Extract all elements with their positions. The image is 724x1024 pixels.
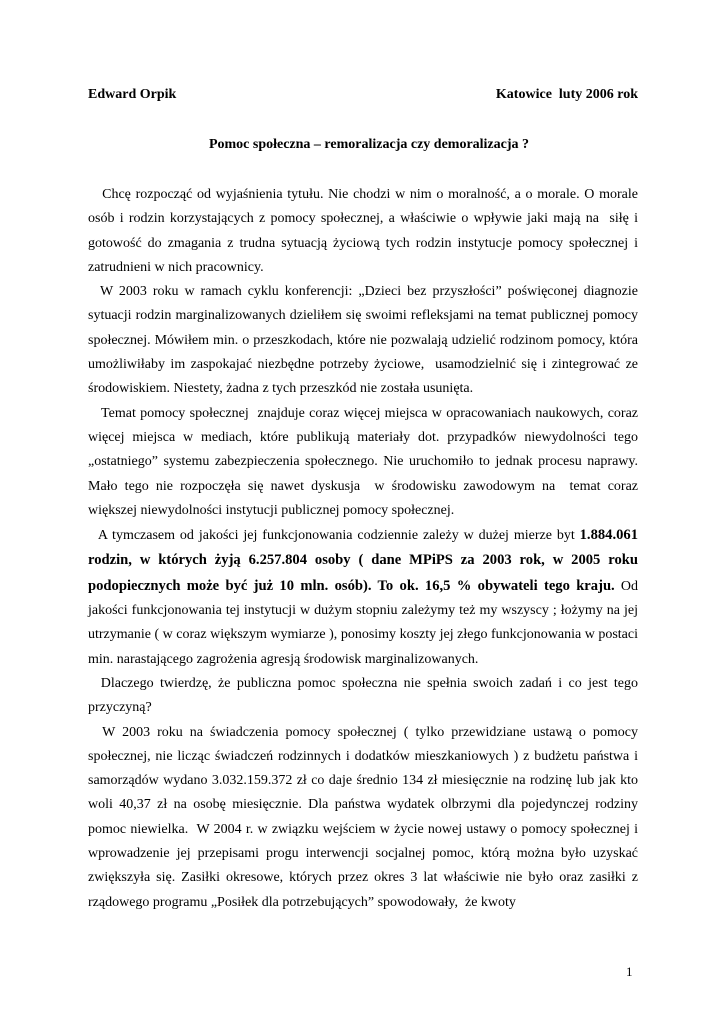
paragraph-2: W 2003 roku w ramach cyklu konferencji: „Dzieci bez przyszłości” poświęconej diagnozie sytuacji rodzin marginalizowanych dzieliłem się swoimi refleksjami na temat publicznej pomocy społecznej. Mówiłem min. o przeszkodach, które nie pozwalają udzielić rodzinom pomocy, która umożliwiłaby im zaspokajać niezbędne potrzeby życiowe, usamodzielnić się i zintegrować ze środowiskiem. Niestety, żadna z tych przeszkód nie została usunięta.	[88, 284, 642, 397]
page-number: 1	[626, 964, 633, 979]
paragraph-1: Chcę rozpocząć od wyjaśnienia tytułu. Nie chodzi w nim o moralność, a o morale. O morale osób i rodzin korzystających z pomocy społecznej, a właściwie o wpływie jaki mają na siłę i gotowość do zmagania z trudna sytuacją życiową tych rodzin instytucje pomocy społecznej i zatrudnieni w nich pracownicy.	[88, 187, 642, 275]
paragraph-4-intro: A tymczasem od jakości jej funkcjonowania codziennie zależy w dużej mierze byt	[88, 528, 580, 544]
document-page	[88, 86, 642, 915]
paragraph-6: W 2003 roku na świadczenia pomocy społecznej ( tylko przewidziane ustawą o pomocy społecznej, nie licząc świadczeń rodzinnych i dodatków mieszkaniowych ) z budżetu państwa i samorządów wydano 3.032.159.372 zł co daje średnio 134 zł miesięcznie na rodzinę lub jak kto woli 40,37 zł na osobę miesięcznie. Dla państwa wydatek olbrzymi dla pojedynczej rodziny pomoc niewielka. W 2004 r. w związku wejściem w życie nowej ustawy o pomocy społecznej i wprowadzenie jej przepisami progu interwencji socjalnej pomoc, którą można było uzyskać zwiększyła się. Zasiłki okresowe, których przez okres 3 lat właściwie nie było oraz zasiłki z rządowego programu „Posiłek dla potrzebujących” spowodowały, że kwoty	[88, 724, 642, 910]
paragraph-4-rest: Od jakości funkcjonowania tej instytucji w dużym stopniu zależymy też my wszyscy ; łożymy na jej utrzymanie ( w coraz większym wymiarze ), ponosimy koszty jej złego funkcjonowania w postaci min. narastającego zagrożenia agresją środowisk marginalizowanych.	[88, 578, 642, 667]
document-header	[88, 86, 638, 104]
place-date: Katowice luty 2006 rok	[495, 87, 638, 102]
paragraph-3: Temat pomocy społecznej znajduje coraz więcej miejsca w opracowaniach naukowych, coraz więcej miejsca w mediach, które publikują materiały dot. przypadków niewydolności tego „ostatniego” systemu zabezpieczenia społecznego. Nie uruchomiło to jednak procesu naprawy. Mało tego nie rozpoczęła się nawet dyskusja w środowisku zawodowym na temat coraz większej niewydolności instytucji publicznej pomocy społecznej.	[88, 405, 642, 518]
paragraph-5: Dlaczego twierdzę, że publiczna pomoc społeczna nie spełnia swoich zadań i co jest tego przyczyną?	[88, 675, 642, 716]
author-name: Edward Orpik	[88, 87, 177, 102]
document-title: Pomoc społeczna – remoralizacja czy demoralizacja ?	[208, 137, 530, 152]
paragraph-4-statistics: 1.884.061 rodzin, w których żyją 6.257.804 osoby ( dane MPiPS za 2003 rok, w 2005 roku podopiecznych może być już 10 mln. osób). To ok. 16,5 % obywateli tego kraju.	[88, 527, 642, 594]
paragraph-4	[88, 523, 642, 672]
